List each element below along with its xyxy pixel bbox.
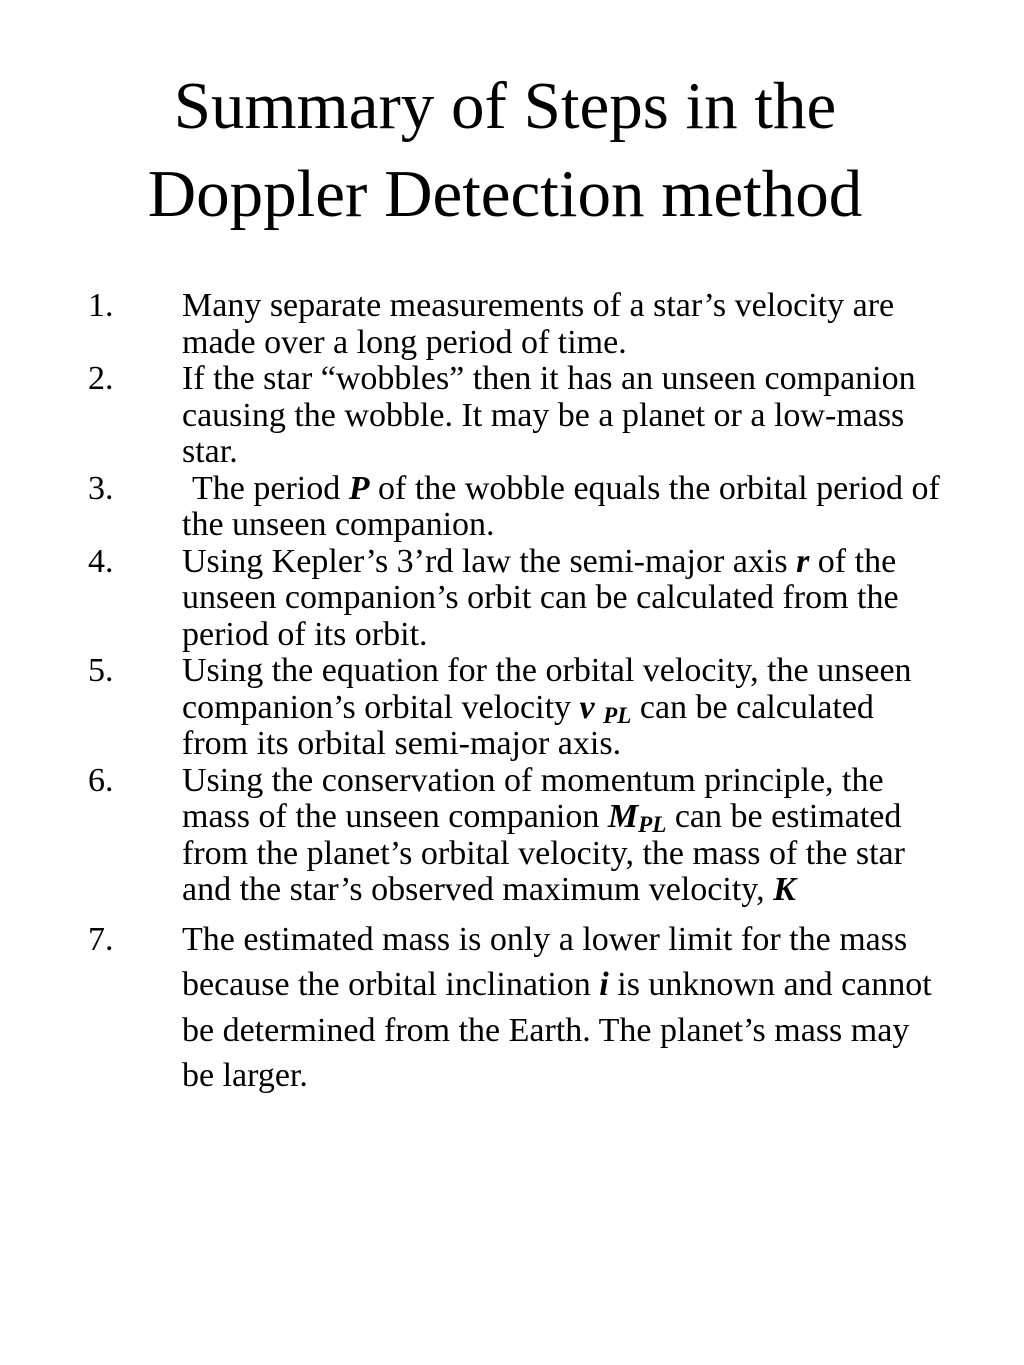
step-number: 1. [88,287,114,324]
mass-subscript: PL [638,812,667,839]
step-4 [88,544,948,654]
inclination-symbol: i [599,966,609,1003]
step-text-before: The estimated mass is only a lower limit for the mass because the orbital inclination [182,920,908,1003]
max-velocity-symbol: K [773,871,796,908]
step-text-before: Using the equation for the orbital velocity, the unseen companion’s orbital velocity [182,652,912,726]
step-number: 6. [88,761,114,799]
step-number: 5. [88,652,114,689]
title-line-2: Doppler Detection method [147,157,863,231]
step-text-after: is unknown and cannot be determined from the Earth. The planet’s mass may be larger. [182,966,932,1094]
mass-symbol: M [607,798,639,835]
step-text-after: of the unseen companion’s orbit can be calculated from the period of its orbit. [182,542,899,653]
step-number: 7. [88,920,114,958]
velocity-symbol: v [579,688,595,726]
period-symbol: P [348,469,370,507]
steps-list [88,288,948,1099]
title-line-1: Summary of Steps in the [173,69,837,143]
step-text-after: of the wobble equals the orbital period of the unseen companion. [182,469,940,543]
step-5 [88,653,948,763]
step-number: 2. [88,360,114,397]
page-title [0,62,1010,238]
step-text-before: The period [192,469,349,507]
step-3 [88,471,948,544]
step-text-after: can be calculated from its orbital semi-major axis. [182,688,874,762]
step-text: Many separate measurements of a star’s velocity are made over a long period of time. [182,287,895,361]
step-text-after: can be estimated from the planet’s orbital velocity, the mass of the star and the star’s observed maximum velocity, [182,798,905,908]
step-text-before: Using the conservation of momentum principle, the mass of the unseen companion [182,761,884,835]
step-7 [88,917,948,1099]
step-text: If the star “wobbles” then it has an unseen companion causing the wobble. It may be a planet or a low-mass star. [182,360,916,470]
step-1 [88,288,948,361]
step-number: 4. [88,542,114,580]
velocity-subscript: PL [603,702,632,729]
semi-major-axis-symbol: r [796,542,810,580]
step-6 [88,763,948,909]
step-number: 3. [88,469,114,507]
step-text-before: Using Kepler’s 3’rd law the semi-major axis [182,542,797,580]
step-2 [88,361,948,471]
